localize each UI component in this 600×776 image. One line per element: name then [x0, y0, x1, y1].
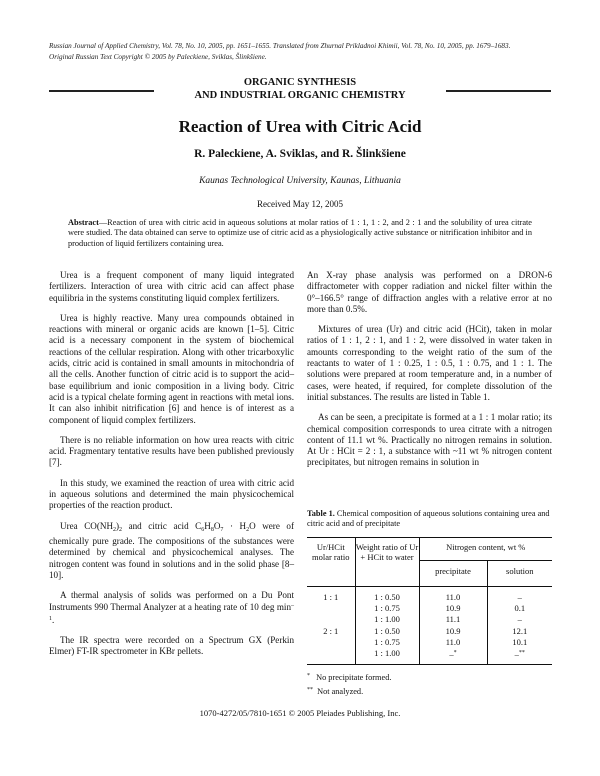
article-authors: R. Paleckiene, A. Sviklas, and R. Šlinkšiene: [194, 148, 406, 160]
section-rule-left: [49, 90, 154, 92]
header-weight-ratio: Weight ratio of Ur + HCit to water: [355, 538, 419, 587]
abstract-label: Abstract: [68, 218, 99, 227]
table-notes: [307, 670, 552, 698]
journal-header: [49, 41, 559, 62]
abstract: [68, 218, 532, 249]
paragraph: An X-ray phase analysis was performed on a DRON-6 diffractometer with copper radiation and nickel filter within the 0°–166.5° range of diffraction angles with a relative error at no more than 0.5%.: [307, 270, 552, 314]
section-line-1: ORGANIC SYNTHESIS: [243, 77, 357, 88]
paragraph: Urea is a frequent component of many liquid integrated fertilizers. Interaction of urea with citric acid can affect phase equilibria in the systems constituting liquid complex fertilizers.: [49, 270, 294, 303]
header-nitrogen-content: Nitrogen content, wt %: [419, 538, 552, 561]
header-molar-ratio: Ur/HCit molar ratio: [307, 538, 355, 587]
table-group: 1 : 1 1 : 0.50 1 : 0.75 1 : 1.00 11.0 10.9 11.1 – 0.1 –: [307, 587, 552, 626]
ratio-cell: 1 : 1: [307, 587, 355, 626]
section-line-2: AND INDUSTRIAL ORGANIC CHEMISTRY: [194, 90, 406, 101]
copyright-line: Original Russian Text Copyright © 2005 by Paleckiene, Sviklas, Šlinkšiene.: [49, 52, 267, 61]
abstract-text: —Reaction of urea with citric acid in aqueous solutions at molar ratios of 1 : 1, 1 : 2, and 2 : 1 and the solubility of urea citrate were studied. The data obtained can serve to optimize use of citric acid as a physiologically active substance or nitrification inhibitor and in production of liquid fertilizers containing urea.: [68, 218, 532, 248]
table-1: [307, 537, 552, 665]
citation-line: Russian Journal of Applied Chemistry, Vol. 78, No. 10, 2005, pp. 1651–1655. Translated from Zhurnal Prikladnoi Khimii, Vol. 78, No. 10, 2005, pp. 1679–1683.: [49, 42, 511, 50]
paragraph: In this study, we examined the reaction of urea with citric acid in aqueous solutions and determined the main physicochemical properties of the reaction product.: [49, 477, 294, 511]
paragraph: There is no reliable information on how urea reacts with citric acid. Fragmentary tentative results have been published previously [7].: [49, 434, 294, 468]
table-note: * No precipitate formed.: [307, 673, 392, 682]
header-precipitate: precipitate: [419, 561, 487, 587]
table-note: ** Not analyzed.: [307, 687, 364, 696]
paragraph-thermal: A thermal analysis of solids was performed on a Du Pont Instruments 990 Thermal Analyzer at a heating rate of 10 deg $\min^{-1}$.: [49, 590, 294, 625]
article-affiliation: Kaunas Technological University, Kaunas, Lithuania: [199, 176, 401, 186]
page-footer: 1070-4272/05/7810-1651 © 2005 Pleiades Publishing, Inc.: [199, 708, 401, 718]
article-title: Reaction of Urea with Citric Acid: [178, 117, 422, 136]
paragraph: As can be seen, a precipitate is formed at a 1 : 1 molar ratio; its chemical composition corresponds to urea citrate with a nitrogen content of 11.1 wt %. Practically no nitrogen remains in solution. At Ur : HCit = 2 : 1, a substance with ~11 wt % nitrogen content precipitates, but nitrogen remains in solution in: [307, 412, 552, 468]
paragraph-materials: Urea $CO(NH_2)_2$ and citric acid $C_6H_8O_7 \cdot H_2O$ were of chemically pure grade. The compositions of the substances were determined by chemical and physicochemical analyses. The nitrogen content was found in solutions and in the solid phase [8–10].: [49, 520, 294, 580]
paragraph: The IR spectra were recorded on a Spectrum GX (Perkin Elmer) FT-IR spectrometer in KBr pellets.: [49, 635, 294, 657]
right-column: [307, 270, 552, 478]
section-rule-right: [446, 90, 551, 92]
section-heading: [160, 76, 440, 102]
left-column: [49, 270, 294, 667]
table-group: 2 : 1 1 : 0.50 1 : 0.75 1 : 1.00 10.9 11.0 –* 12.1 10.1 –**: [307, 625, 552, 665]
table-caption: Table 1. Chemical composition of aqueous solutions containing urea and citric acid and of precipitate: [307, 509, 550, 529]
ratio-cell: 2 : 1: [307, 625, 355, 665]
received-date: Received May 12, 2005: [257, 199, 343, 209]
header-solution: solution: [506, 566, 534, 576]
paragraph: Mixtures of urea (Ur) and citric acid (HCit), taken in molar ratios of 1 : 1, 2 : 1, and 1 : 2, were dissolved in water taken in amounts corresponding to the weight ratio of the sum of the reactants to water of 1 : 0.25, 1 : 0.5, 1 : 0.75, and 1 : 1. The solutions were prepared at room temperature and, in a number of cases, were heated, if required, for complete dissolution of the initial substances. The results are listed in Table 1.: [307, 324, 552, 402]
paragraph: Urea is highly reactive. Many urea compounds obtained in reactions with mineral or organic acids are known [1–5]. Citric acid is a necessary component in the system of biochemical reactions of the cellular respiration. Along with other tricarboxylic acids, citric acid is contained in small amounts in mitochondria of all the cells. Another function of citric acid is to support the acid–base equilibrium and ionic composition in a living body. Citric acid is a typical chelate forming agent in reactions with metal ions. It can also inhibit nitrification [6] and hence is of interest as a component of liquid complex fertilizers.: [49, 312, 294, 425]
